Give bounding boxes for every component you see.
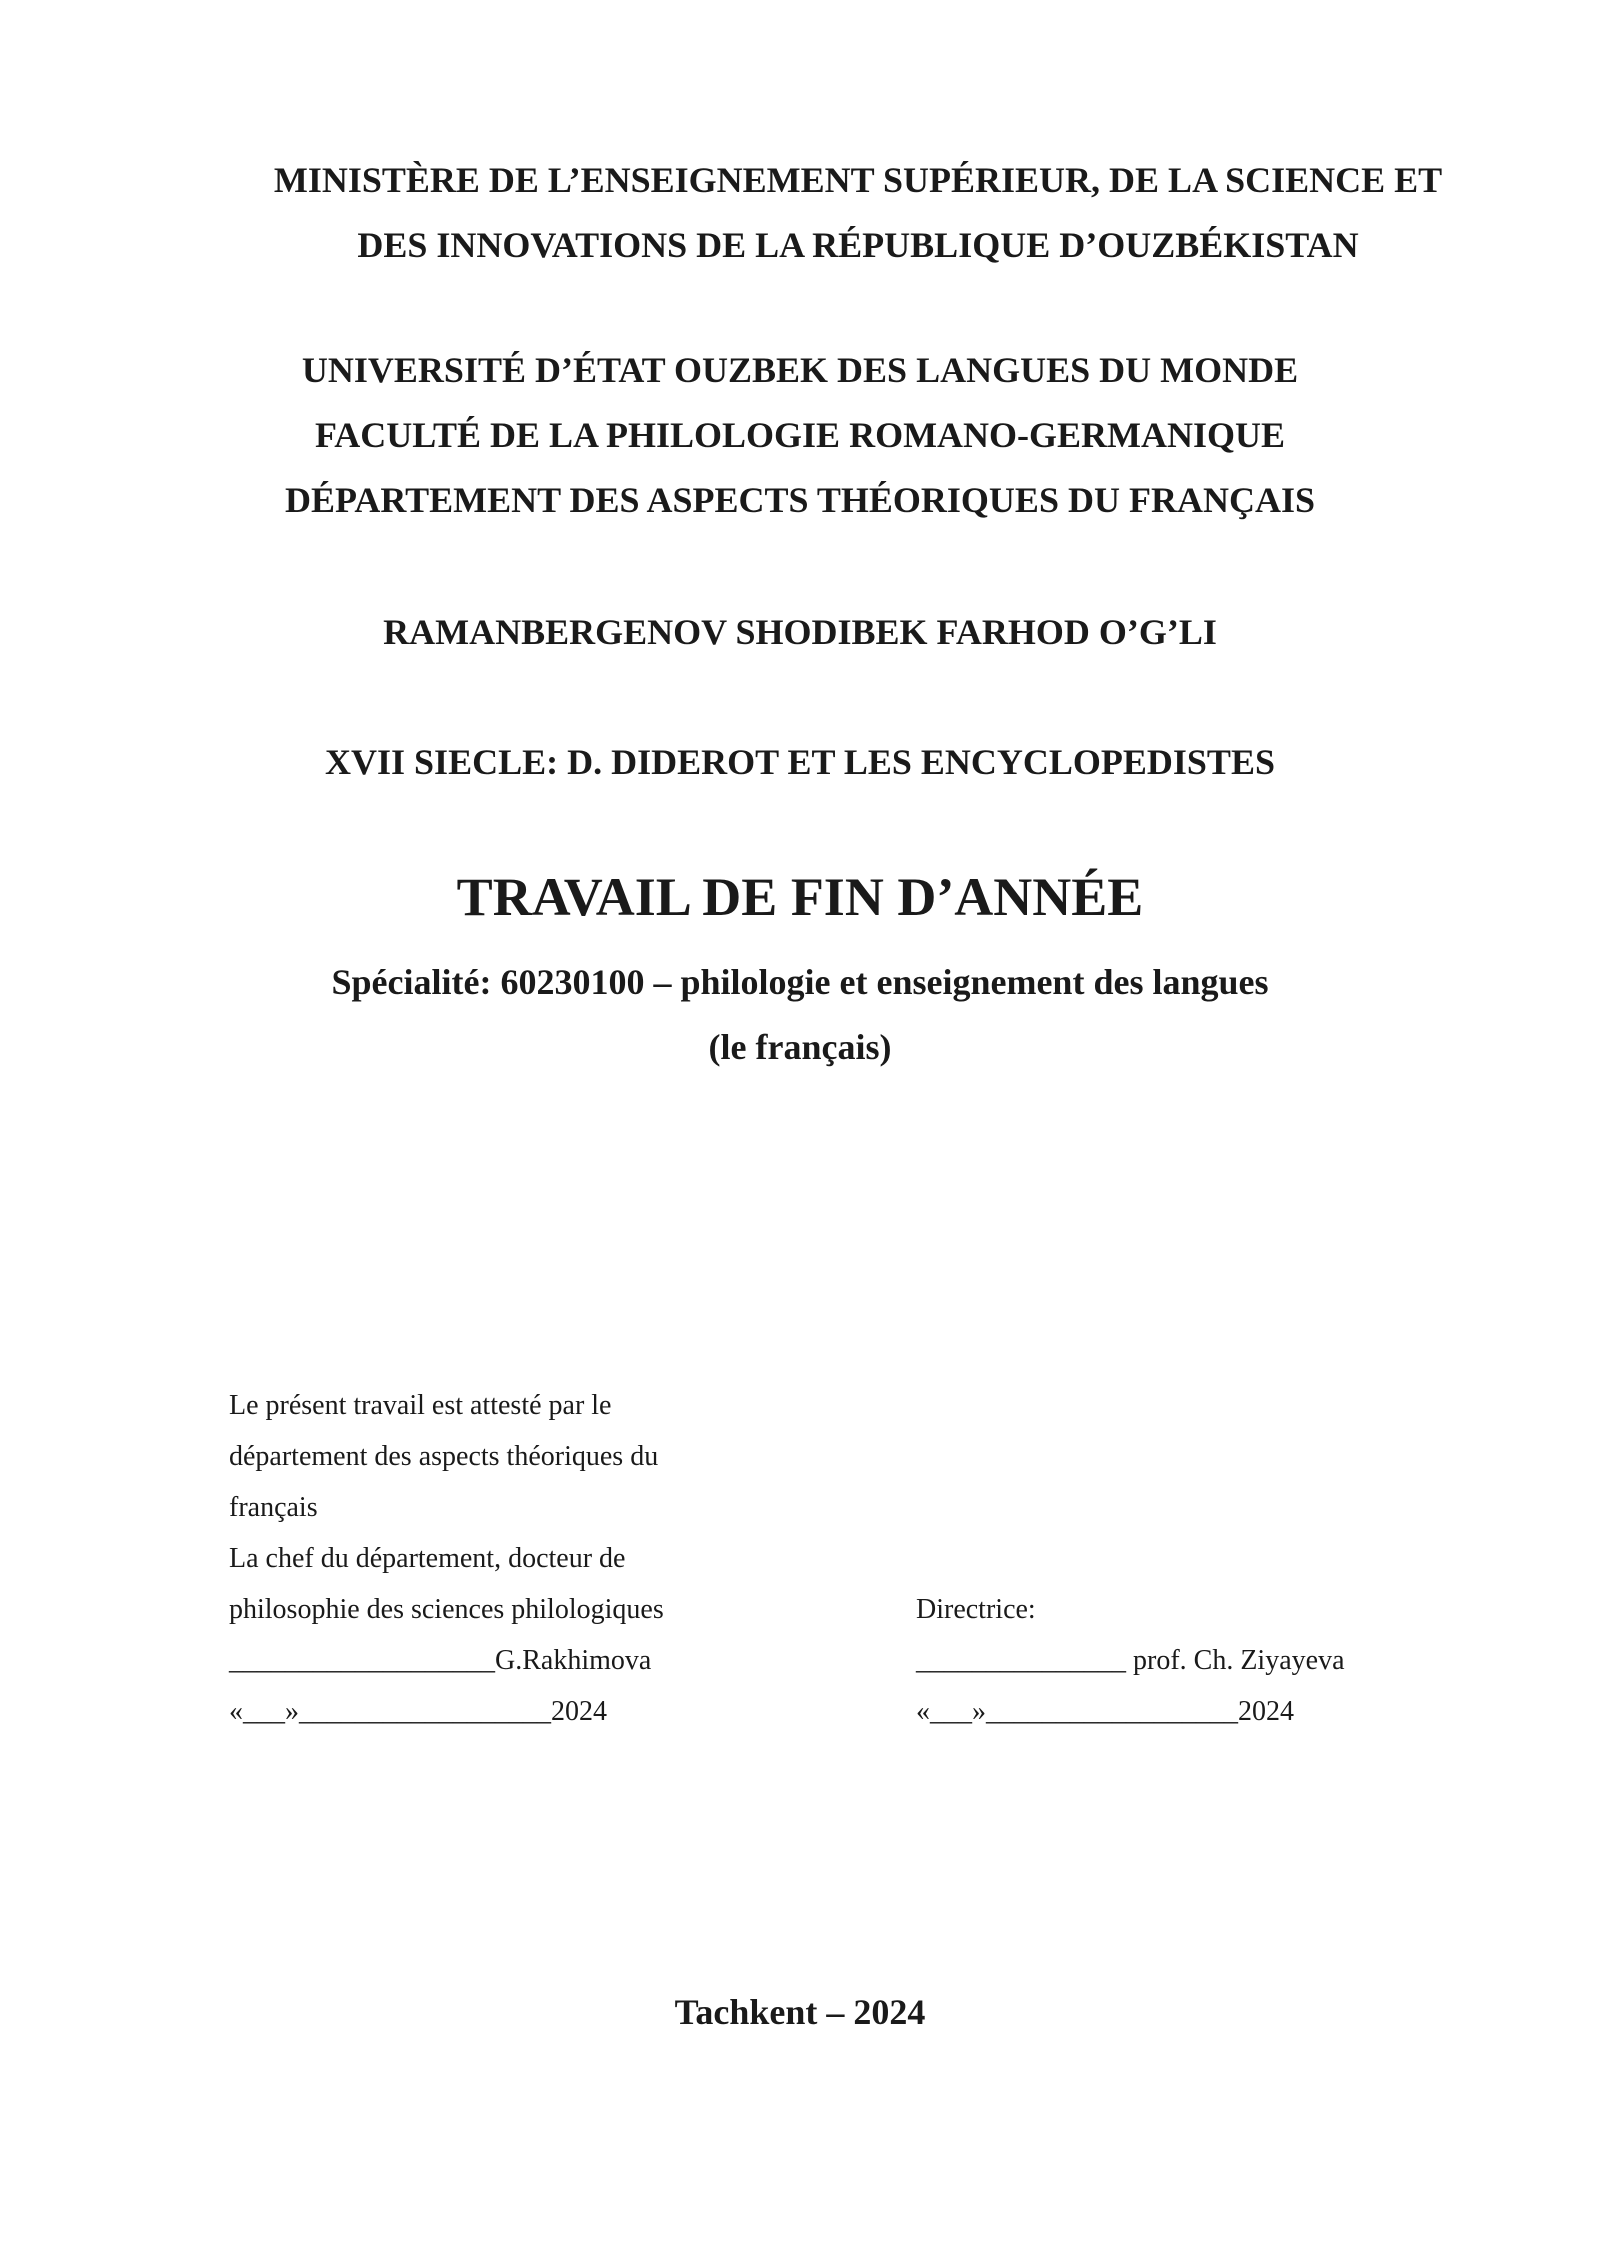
- faculty-name: FACULTÉ DE LA PHILOLOGIE ROMANO-GERMANIQUE: [314, 415, 1286, 455]
- attestation-date: «___»__________________2024: [229, 1696, 607, 1727]
- department-head-signature: ___________________G.Rakhimova: [229, 1645, 652, 1676]
- ministry-line: MINISTÈRE DE L’ENSEIGNEMENT SUPÉRIEUR, DE LA SCIENCE ET: [273, 160, 1443, 200]
- director-block: [916, 1584, 1476, 1737]
- department-head-title: La chef du département, docteur de: [229, 1543, 626, 1574]
- department-head-title: philosophie des sciences philologiques: [229, 1594, 664, 1625]
- speciality-line: Spécialité: 60230100 – philologie et enseignement des langues: [331, 962, 1269, 1002]
- director-date: «___»__________________2024: [916, 1696, 1294, 1727]
- city-year-text: Tachkent – 2024: [674, 1992, 926, 2032]
- attestation-line: département des aspects théoriques du: [229, 1441, 659, 1472]
- ministry-heading: [58, 148, 1600, 278]
- city-year: [0, 1982, 1600, 2042]
- director-label: Directrice:: [916, 1594, 1036, 1625]
- attestation-line: français: [229, 1492, 318, 1523]
- attestation-line: Le présent travail est attesté par le: [229, 1390, 612, 1421]
- department-name: DÉPARTEMENT DES ASPECTS THÉORIQUES DU FRANÇAIS: [285, 480, 1315, 520]
- thesis-topic: [0, 730, 1600, 795]
- ministry-line: DES INNOVATIONS DE LA RÉPUBLIQUE D’OUZBÉKISTAN: [357, 225, 1359, 265]
- institution-heading: [0, 338, 1600, 533]
- work-title: [0, 862, 1600, 932]
- author-name-text: RAMANBERGENOV SHODIBEK FARHOD O’G’LI: [383, 612, 1217, 652]
- university-name: UNIVERSITÉ D’ÉTAT OUZBEK DES LANGUES DU MONDE: [301, 350, 1299, 390]
- thesis-topic-text: XVII SIECLE: D. DIDEROT ET LES ENCYCLOPEDISTES: [325, 742, 1275, 782]
- attestation-block: [229, 1380, 749, 1737]
- speciality-language: (le français): [708, 1027, 892, 1067]
- work-title-text: TRAVAIL DE FIN D’ANNÉE: [456, 867, 1144, 927]
- speciality: [0, 950, 1600, 1080]
- director-signature: _______________ prof. Ch. Ziyayeva: [916, 1645, 1345, 1676]
- author-name: [0, 600, 1600, 665]
